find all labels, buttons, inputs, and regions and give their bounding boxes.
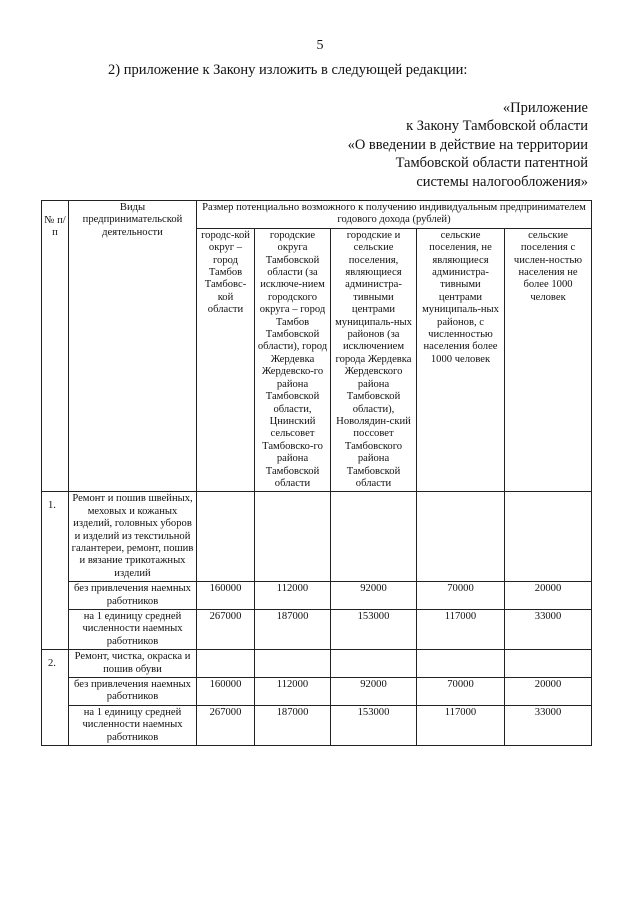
value-cell: 20000 bbox=[505, 582, 592, 610]
value-cell: 117000 bbox=[417, 705, 505, 745]
appendix-line: «Приложение bbox=[502, 100, 588, 116]
activity-name: Ремонт и пошив швейных, меховых и кожаных изделий, головных уборов и изделий из текстильной галантереи, ремонт, пошив и вязание трикотажных изделий bbox=[69, 492, 197, 582]
table-row bbox=[42, 610, 592, 650]
value-cell: 70000 bbox=[417, 582, 505, 610]
value-cell: 160000 bbox=[197, 582, 255, 610]
appendix-line: Тамбовской области патентной bbox=[395, 155, 588, 172]
sub-row-label: на 1 единицу средней численности наемных работников bbox=[69, 705, 197, 745]
row-number: 1. bbox=[42, 492, 69, 650]
header-num: № п/п bbox=[42, 201, 69, 492]
appendix-heading bbox=[348, 99, 588, 191]
appendix-line: к Закону Тамбовской области bbox=[406, 118, 588, 135]
table-row bbox=[42, 650, 592, 678]
sub-row-label: без привлечения наемных работников bbox=[69, 678, 197, 706]
value-cell: 33000 bbox=[505, 705, 592, 745]
value-cell: 187000 bbox=[255, 610, 331, 650]
header-income-group: Размер потенциально возможного к получению индивидуальным предпринимателем годового дохода (рублей) bbox=[197, 201, 592, 229]
value-cell: 112000 bbox=[255, 678, 331, 706]
value-cell: 70000 bbox=[417, 678, 505, 706]
value-cell: 33000 bbox=[505, 610, 592, 650]
value-cell: 20000 bbox=[505, 678, 592, 706]
header-col-rural-under-1000: сельские поселения с числен-ностью населения не более 1000 человек bbox=[505, 228, 592, 492]
sub-row-label: без привлечения наемных работников bbox=[69, 582, 197, 610]
activity-name: Ремонт, чистка, окраска и пошив обуви bbox=[69, 650, 197, 678]
header-col-admin-centers: городские и сельские поселения, являющиеся администра-тивными центрами муниципаль-ных районов (за исключением города Жердевка Жердевского района Тамбовской области), Новолядин-ский поссовет Тамбовского района Тамбовской области bbox=[331, 228, 417, 492]
header-col-city-districts: городские округа Тамбовской области (за исключе-нием городского округа – город Тамбов Тамбовской области), город Жердевка Жердевско-го района Тамбовской области, Цнинский сельсовет Тамбовско-го района Тамбовской области bbox=[255, 228, 331, 492]
page-number: 5 bbox=[316, 38, 324, 53]
table-row bbox=[42, 582, 592, 610]
value-cell: 160000 bbox=[197, 678, 255, 706]
income-table bbox=[41, 200, 592, 746]
value-cell: 187000 bbox=[255, 705, 331, 745]
value-cell: 92000 bbox=[331, 678, 417, 706]
value-cell: 92000 bbox=[331, 582, 417, 610]
header-activity: Виды предпринимательской деятельности bbox=[69, 201, 197, 492]
appendix-line: «О введении в действие на территории bbox=[347, 136, 588, 153]
table-row bbox=[42, 705, 592, 745]
header-col-rural-over-1000: сельские поселения, не являющиеся администра-тивными центрами муниципаль-ных районов, с численностью населения более 1000 человек bbox=[417, 228, 505, 492]
value-cell: 267000 bbox=[197, 610, 255, 650]
row-number: 2. bbox=[42, 650, 69, 746]
value-cell: 153000 bbox=[331, 610, 417, 650]
table-row bbox=[42, 678, 592, 706]
table-row bbox=[42, 492, 592, 582]
appendix-line: системы налогообложения» bbox=[416, 173, 588, 190]
sub-row-label: на 1 единицу средней численности наемных работников bbox=[69, 610, 197, 650]
value-cell: 267000 bbox=[197, 705, 255, 745]
header-col-tambov: городс-кой округ – город Тамбов Тамбовс-кой области bbox=[197, 228, 255, 492]
intro-text: 2) приложение к Закону изложить в следующей редакции: bbox=[108, 62, 468, 78]
value-cell: 117000 bbox=[417, 610, 505, 650]
value-cell: 153000 bbox=[331, 705, 417, 745]
value-cell: 112000 bbox=[255, 582, 331, 610]
